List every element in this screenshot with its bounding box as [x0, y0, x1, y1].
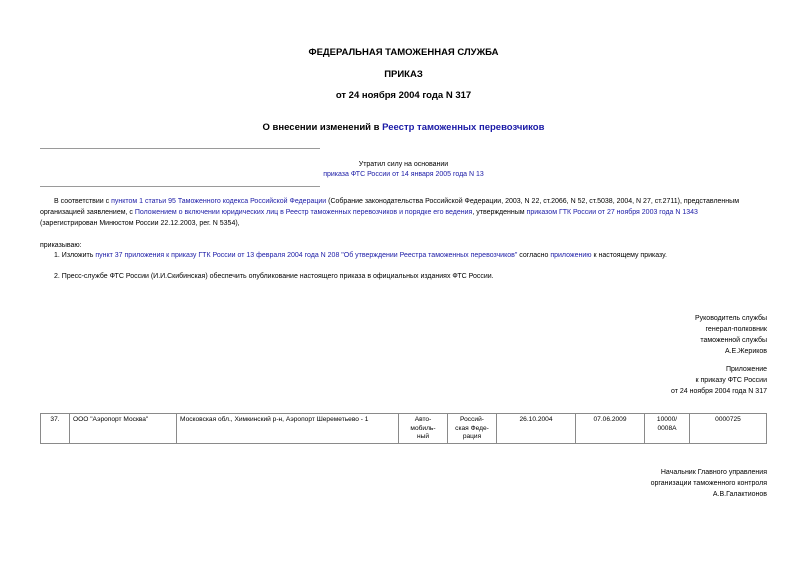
cell-transport	[399, 414, 448, 444]
signature-block	[695, 313, 767, 357]
appendix-date: от 24 ноября 2004 года N 317	[671, 388, 767, 395]
signature2-dept: организации таможенного контроля	[650, 480, 767, 487]
status-line-2	[0, 169, 807, 180]
cell-date-start: 26.10.2004	[497, 414, 576, 444]
repeal-order-link[interactable]: приказа ФТС России от 14 января 2005 года N 13	[323, 171, 484, 178]
customs-code-link[interactable]: пунктом 1 статьи 95 Таможенного кодекса Российской Федерации	[111, 198, 327, 205]
p2-text-b: , утвержденным	[472, 209, 527, 216]
p1-text-a: В соответствии с	[54, 198, 112, 205]
cell-reg-number: 0000725	[690, 414, 767, 444]
item-2: 2. Пресс-службе ФТС России (И.И.Скибинская) обеспечить опубликование настоящего приказа в официальных изданиях ФТС России.	[54, 273, 494, 280]
appendix-link[interactable]: приложению	[550, 252, 592, 259]
transport-line-2: мобиль-	[410, 424, 436, 432]
item-1	[54, 250, 667, 261]
signature-rank: генерал-полковник	[705, 326, 767, 333]
appendix-title: Приложение	[725, 366, 767, 373]
item1-text-b: согласно	[517, 252, 551, 259]
registry-table	[40, 413, 767, 444]
appendix-header	[671, 364, 767, 397]
certificate-line-1: 10000/	[656, 416, 678, 423]
p1-text-b: (Собрание законодательства Российской Федерации, 2003, N 22, ст.2066, N 52, ст.5038, 2004, N 27, ст.2711), представленным	[326, 198, 740, 205]
divider-top	[40, 148, 320, 149]
signature2-title: Начальник Главного управления	[660, 469, 767, 476]
doc-title-prefix: О внесении изменений в	[262, 122, 383, 133]
gtk-order-link[interactable]: приказом ГТК России от 27 ноября 2003 года N 1343	[526, 209, 698, 216]
cell-date-end: 07.06.2009	[576, 414, 645, 444]
doc-type: ПРИКАЗ	[384, 69, 423, 80]
item1-text-c: к настоящему приказу.	[591, 252, 667, 259]
signature2-name: А.В.Галактионов	[712, 491, 767, 498]
cell-organization: ООО "Аэропорт Москва"	[70, 414, 177, 444]
territory-line-2: ская Феде-	[455, 424, 489, 432]
certificate-line-2: 0008А	[657, 424, 677, 432]
item37-link[interactable]: пункт 37 приложения к приказу ГТК России от 13 февраля 2004 года N 208 "Об утверждении Реестра таможенных перевозчиков"	[95, 252, 518, 259]
appendix-ref: к приказу ФТС России	[695, 377, 767, 384]
table-row	[41, 414, 767, 444]
paragraph-1	[54, 196, 774, 207]
cell-certificate	[645, 414, 690, 444]
territory-line-3: рация	[462, 433, 482, 440]
order-word: приказываю:	[40, 242, 82, 249]
divider-bottom	[40, 186, 320, 187]
signature-name: А.Е.Жериков	[724, 348, 767, 355]
transport-line-3: ный	[416, 433, 430, 440]
p2-text-a: организацией заявлением, с	[40, 209, 135, 216]
paragraph-3: (зарегистрирован Минюстом России 22.12.2003, рег. N 5354),	[40, 220, 240, 227]
paragraph-2	[40, 207, 780, 218]
signature-service: таможенной службы	[700, 337, 767, 344]
signature-title: Руководитель службы	[694, 315, 767, 322]
signature2-block	[651, 467, 767, 500]
item1-text-a: 1. Изложить	[54, 252, 96, 259]
cell-number: 37.	[41, 414, 70, 444]
doc-title	[0, 122, 807, 133]
agency-name: ФЕДЕРАЛЬНАЯ ТАМОЖЕННАЯ СЛУЖБА	[308, 47, 499, 58]
doc-date-number: от 24 ноября 2004 года N 317	[335, 90, 472, 101]
transport-line-1: Авто-	[414, 416, 432, 423]
status-line-1: Утратил силу на основании	[358, 161, 449, 168]
cell-address: Московская обл., Химкинский р-н, Аэропорт Шереметьево - 1	[177, 414, 399, 444]
registry-link[interactable]: Реестр таможенных перевозчиков	[382, 122, 545, 133]
regulation-link[interactable]: Положением о включении юридических лиц в Реестр таможенных перевозчиков и порядке его ведения	[134, 209, 473, 216]
territory-line-1: Россий-	[460, 416, 484, 423]
cell-territory	[448, 414, 497, 444]
